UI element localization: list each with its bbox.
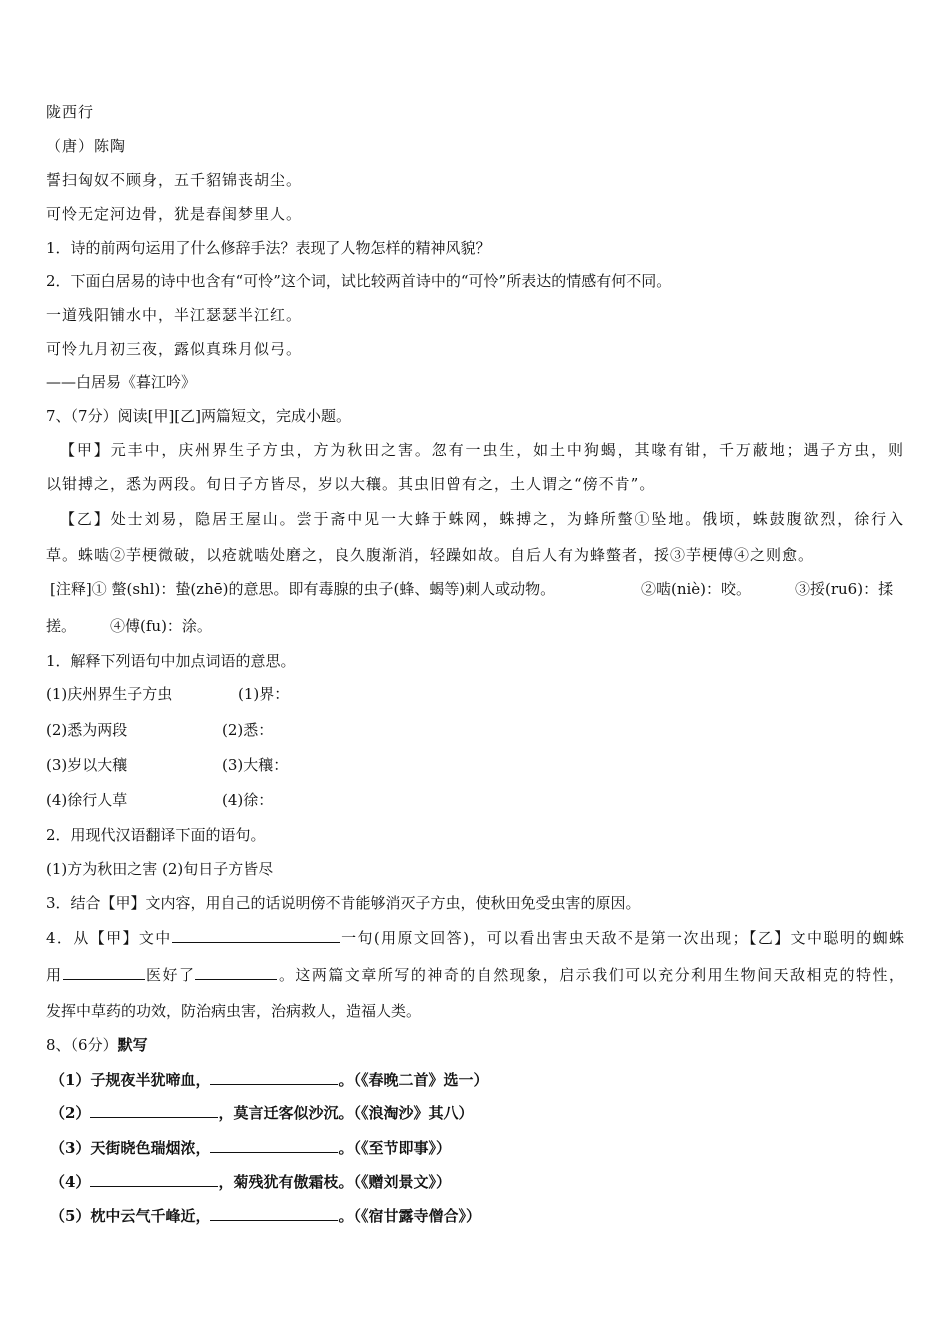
answer-blank[interactable]: [210, 1070, 338, 1085]
answer-blank[interactable]: [63, 965, 145, 980]
q7-item-1-word: (1)界：: [238, 685, 290, 703]
q7-heading: 7、（7分）阅读[甲][乙]两篇短文，完成小题。: [46, 407, 351, 425]
q7-item-4-phrase: (4)徐行人草: [46, 791, 128, 809]
sq4-part-a: 4．从【甲】文中: [46, 929, 172, 947]
q8-heading: [46, 1035, 148, 1055]
q8-item-source: 。（《宿甘露寺僧合》）: [338, 1207, 481, 1225]
sq4-part-e: 。这两篇文章所写的神奇的自然现象，启示我们可以充分利用生物间天敌相克的特性，: [277, 966, 904, 984]
q8-item-source: ，莫言迁客似沙沉。（《浪淘沙》其八）: [218, 1104, 474, 1122]
q7-item-3-phrase: (3)岁以大穰: [46, 756, 128, 774]
q7-sub-question-3: 3．结合【甲】文内容，用自己的话说明傍不肯能够消灭子方虫，使秋田免受虫害的原因。: [46, 894, 641, 912]
q7-sub-question-4-line-2: [46, 965, 904, 985]
q7-translate-items: (1)方为秋田之害 (2)旬日子方皆尽: [46, 860, 274, 878]
q7-item-1-phrase: (1)庆州界生子方虫: [46, 685, 173, 703]
q8-item-source: 。（《至节即事》）: [338, 1139, 451, 1157]
answer-blank[interactable]: [210, 1138, 338, 1153]
poem-line-2: 可怜无定河边骨，犹是春闺梦里人。: [46, 205, 303, 223]
bai-poem-line-2: 可怜九月初三夜，露似真珠月似弓。: [46, 340, 303, 358]
answer-blank[interactable]: [90, 1172, 218, 1187]
q8-item-4: [50, 1172, 451, 1192]
answer-blank[interactable]: [210, 1206, 338, 1221]
note-1: [注释]① 螫(shl)：蛰(zhē)的意思。即有毒腺的虫子(蜂、蝎等)刺人或动物。: [50, 580, 556, 598]
q7-sub-question-4-line-3: 发挥中草药的功效，防治病虫害，治病救人，造福人类。: [46, 1002, 422, 1020]
answer-blank[interactable]: [195, 965, 277, 980]
bai-poem-source: ——白居易《暮江吟》: [46, 373, 197, 391]
poem-title: 陇西行: [46, 103, 95, 121]
poem-question-2: 2．下面白居易的诗中也含有“可怜”这个词，试比较两首诗中的“可怜”所表达的情感有何不同。: [46, 272, 672, 290]
q7-sub-question-4-line-1: [46, 928, 904, 948]
q8-heading-title: 默写: [117, 1036, 148, 1054]
poem-line-1: 誓扫匈奴不顾身，五千貂锦丧胡尘。: [46, 171, 303, 189]
q8-item-text: （2）: [50, 1104, 91, 1122]
q7-jia-para-line-1: 【甲】元丰中，庆州界生子方虫，方为秋田之害。忽有一虫生，如土中狗蝎，其喙有钳，千万蔽地；遇子方虫，则: [60, 441, 904, 459]
answer-blank[interactable]: [172, 928, 340, 943]
q7-yi-para-line-1: 【乙】处士刘易，隐居王屋山。尝于斋中见一大蜂于蛛网，蛛搏之，为蜂所螫①坠地。俄顷，蛛鼓腹欲烈，徐行入: [60, 510, 904, 528]
q8-heading-number: 8、（6分）: [46, 1036, 118, 1054]
sq4-part-b: 一句(用原文回答)，可以看出害虫天敌不是第一次出现；【乙】文中聪明的蜘蛛: [339, 929, 904, 947]
poem-author: （唐）陈陶: [46, 137, 127, 155]
q7-sub-question-2: 2．用现代汉语翻译下面的语句。: [46, 826, 266, 844]
q8-item-1: [50, 1070, 488, 1090]
bai-poem-line-1: 一道残阳铺水中，半江瑟瑟半江红。: [46, 306, 303, 324]
poem-question-1: 1．诗的前两句运用了什么修辞手法？表现了人物怎样的精神风貌？: [46, 239, 491, 257]
q7-item-4-word: (4)徐：: [222, 791, 274, 809]
q8-item-source: 。（《春晚二首》选一）: [338, 1071, 489, 1089]
answer-blank[interactable]: [90, 1103, 218, 1118]
q8-item-text: （1）子规夜半犹啼血，: [50, 1071, 211, 1089]
note-3: ③挼(ru6)：揉: [795, 580, 894, 598]
sq4-part-c: 用: [46, 966, 63, 984]
note-3-cont: 搓。: [46, 617, 77, 635]
q8-item-text: （5）枕中云气千峰近，: [50, 1207, 211, 1225]
q7-yi-para-line-2: 草。蛛啮②芋梗微破，以疮就啮处磨之，良久腹渐消，轻躁如故。自后人有为蜂螫者，挼③芋梗傅④之则愈。: [46, 546, 815, 564]
q7-item-2-phrase: (2)悉为两段: [46, 721, 128, 739]
note-4: ④傅(fu)：涂。: [110, 617, 212, 635]
q8-item-source: ，菊残犹有傲霜枝。（《赠刘景文》）: [218, 1173, 451, 1191]
q7-jia-para-line-2: 以钳搏之，悉为两段。旬日子方皆尽，岁以大穰。其虫旧曾有之，土人谓之“傍不肯”。: [46, 475, 656, 493]
q8-item-text: （4）: [50, 1173, 91, 1191]
note-2: ②啮(niè)：咬。: [641, 580, 752, 598]
q7-note-line-1: [50, 579, 555, 599]
q8-item-5: [50, 1206, 481, 1226]
q7-item-2-word: (2)悉：: [222, 721, 274, 739]
q7-sub-question-1: 1．解释下列语句中加点词语的意思。: [46, 652, 296, 670]
q7-note-line-2: [46, 616, 212, 636]
q8-item-3: [50, 1138, 451, 1158]
q8-item-2: [50, 1103, 473, 1123]
sq4-part-d: 医好了: [144, 966, 196, 984]
q8-item-text: （3）天街晓色瑞烟浓，: [50, 1139, 211, 1157]
q7-item-3-word: (3)大穰：: [222, 756, 289, 774]
